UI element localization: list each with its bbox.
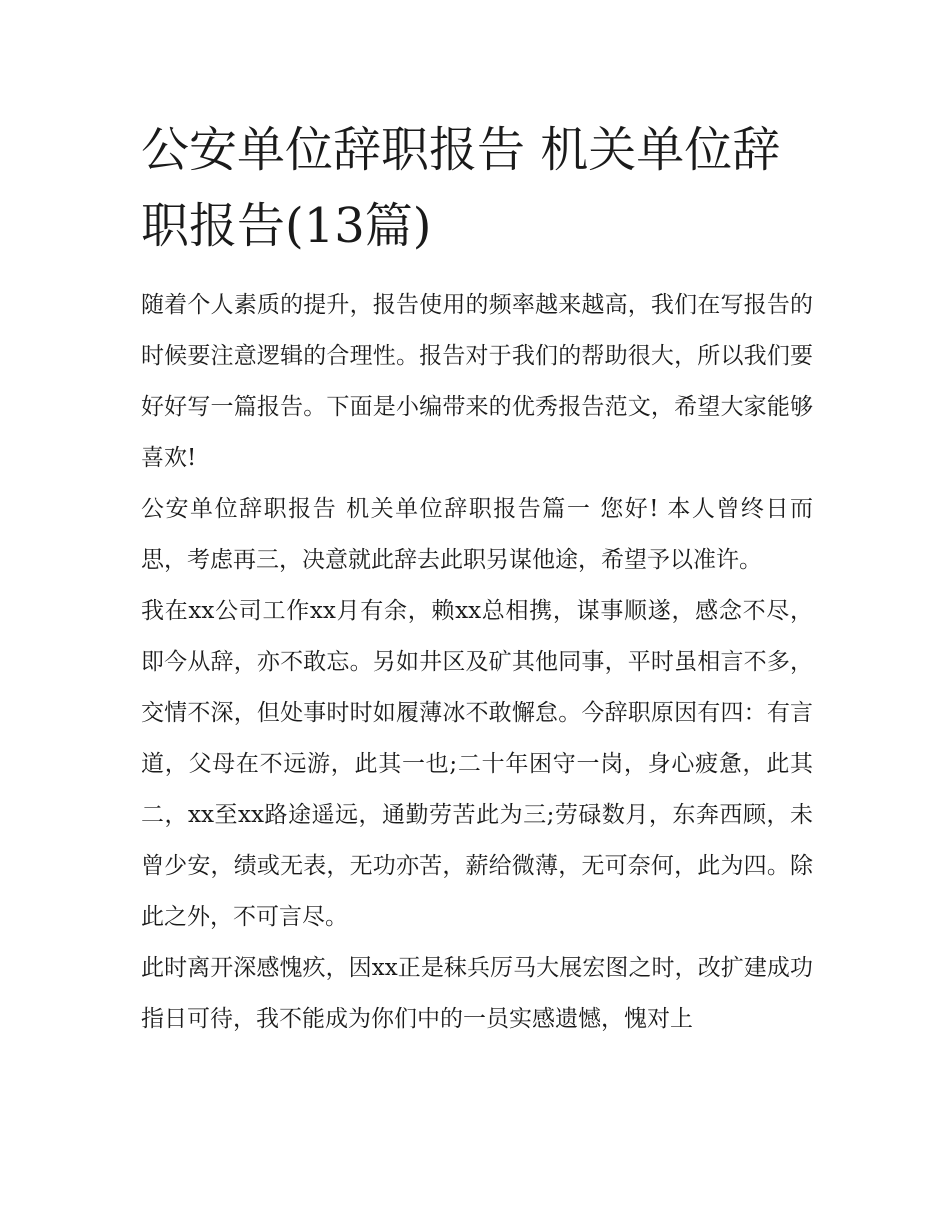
document-title: 公安单位辞职报告 机关单位辞职报告(13篇): [141, 122, 781, 254]
paragraph-reasons: 我在xx公司工作xx月有余，赖xx总相携，谋事顺遂，感念不尽，即今从辞，亦不敢忘。另如井区及矿其他同事，平时虽相言不多，交情不深，但处事时时如履薄冰不敢懈怠。今辞职原因有四：有言道，父母在不远游，此其一也;二十年困守一岗，身心疲惫，此其二，xx至xx路途遥远，通勤劳苦此为三;劳碌数月，东奔西顾，未曾少安，绩或无表，无功亦苦，薪给微薄，无可奈何，此为四。除此之外，不可言尽。: [141, 598, 813, 930]
paragraph-regret: 此时离开深感愧疚，因xx正是秣兵厉马大展宏图之时，改扩建成功指日可待，我不能成为你们中的一员实感遗憾，愧对上: [141, 955, 813, 1032]
paragraph-opening: 公安单位辞职报告 机关单位辞职报告篇一 您好! 本人曾终日而思，考虑再三，决意就此辞去此职另谋他途，希望予以准许。: [141, 496, 813, 573]
document-page: [141, 112, 813, 1045]
paragraph-intro: 随着个人素质的提升，报告使用的频率越来越高，我们在写报告的时候要注意逻辑的合理性。报告对于我们的帮助很大，所以我们要好好写一篇报告。下面是小编带来的优秀报告范文，希望大家能够喜欢!: [141, 292, 813, 471]
document-body: [141, 280, 813, 1045]
